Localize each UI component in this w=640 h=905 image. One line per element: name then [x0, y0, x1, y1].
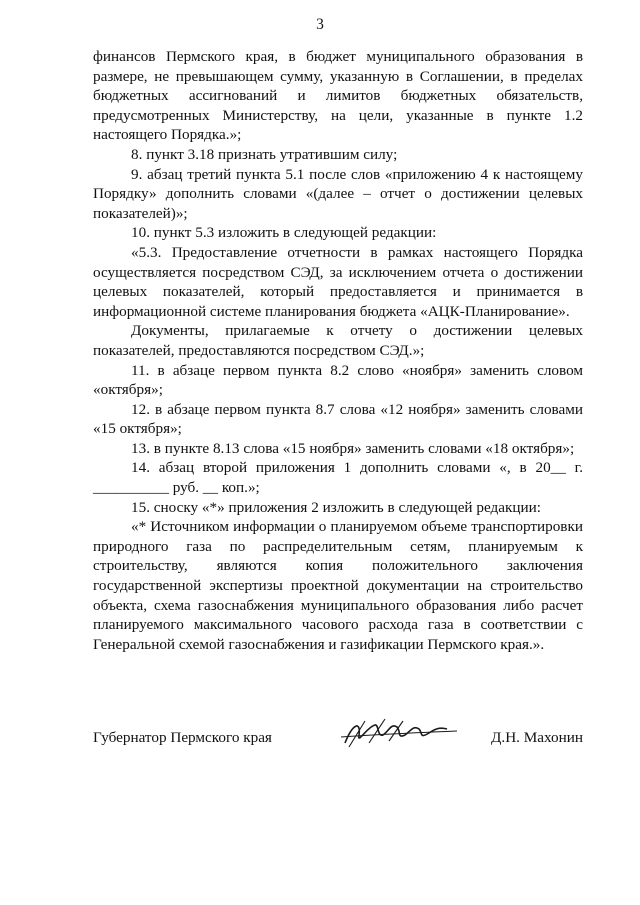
paragraph-documents: Документы, прилагаемые к отчету о достижении целевых показателей, предоставляются посредством СЭД.»; [93, 322, 583, 359]
paragraph-item-14: 14. абзац второй приложения 1 дополнить словами «, в 20__ г. __________ руб. __ коп.»; [93, 459, 583, 497]
paragraph-item-10: 10. пункт 5.3 изложить в следующей редакции: [131, 224, 437, 242]
document-body [93, 47, 583, 654]
paragraph-item-15: 15. сноску «*» приложения 2 изложить в следующей редакции: [131, 498, 541, 516]
signature-block [93, 729, 583, 753]
handwritten-signature-icon [339, 713, 459, 753]
paragraph-continuation: финансов Пермского края, в бюджет муниципального образования в размере, не превышающем сумму, указанную в Соглашении, в пределах бюджетных ассигнований и лимитов бюджетных обязательств, предусмотренных Министерству, на цели, указанные в пункте 1.2 настоящего Порядка.»; [93, 48, 583, 144]
paragraph-item-11: 11. в абзаце первом пункта 8.2 слово «ноября» заменить словом «октября»; [93, 361, 583, 399]
page-number: 3 [316, 16, 324, 33]
paragraph-footnote: «* Источником информации о планируемом объеме транспортировки природного газа по распределительным сетям, планируемым к строительству, являются копия положительного заключения государственной экспертизы проектной документации на строительство объекта, схема газоснабжения муниципального образования либо расчет планируемого максимального часового расхода газа в соответствии с Генеральной схемой газоснабжения и газификации Пермского края.». [93, 518, 583, 653]
paragraph-item-8: 8. пункт 3.18 признать утратившим силу; [131, 145, 398, 163]
paragraph-clause-5-3: «5.3. Предоставление отчетности в рамках настоящего Порядка осуществляется посредством СЭД, за исключением отчета о достижении целевых показателей, который предоставляется и принимается в информационной системе планирования бюджета «АЦК-Планирование». [93, 243, 583, 320]
signatory-name: Д.Н. Махонин [491, 729, 583, 746]
signatory-position: Губернатор Пермского края [93, 729, 272, 746]
paragraph-item-12: 12. в абзаце первом пункта 8.7 слова «12 ноября» заменить словами «15 октября»; [93, 400, 583, 438]
paragraph-item-13: 13. в пункте 8.13 слова «15 ноября» заменить словами «18 октября»; [131, 439, 575, 457]
paragraph-item-9: 9. абзац третий пункта 5.1 после слов «приложению 4 к настоящему Порядку» дополнить словами «(далее – отчет о достижении целевых показателей)»; [93, 165, 583, 222]
